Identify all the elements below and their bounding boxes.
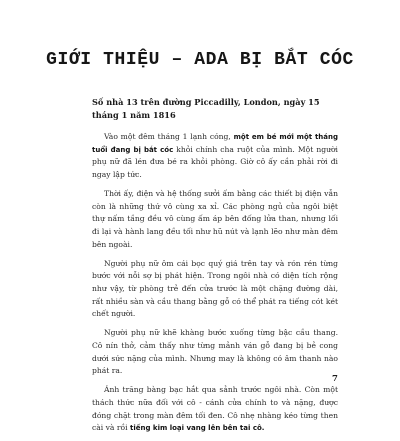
paragraph-text: Người phụ nữ khẽ khàng bước xuống từng bậc cầu thang. Cô nín thở, cảm thấy như từng mảnh ván gỗ đang bị bẻ cong dưới sức nặng của mình. Nhưng may là không có âm thanh nào phát ra. — [92, 328, 338, 376]
paragraph-text: Thời ấy, điện và hệ thống sưởi ấm bằng các thiết bị điện vẫn còn là những thứ vô cùng xa xỉ. Các phòng ngủ của ngôi biệt thự nấm tầng đều vô cùng ấm áp bên đống lửa than, nhưng lối đi lại và hành lang đều tối như hũ nút và lạnh lẽo như màn đêm bên ngoài. — [92, 189, 338, 249]
body-text — [92, 131, 338, 441]
highlighted-text: tiếng kim loại vang lên bên tai cô. — [129, 424, 265, 433]
paragraph-3 — [92, 258, 338, 321]
paragraph-text: Ánh trăng bàng bạc hắt qua sảnh trước ngôi nhà. Còn một thách thức nữa đối với cô - cánh cửa chính to và nặng, được đóng chặt trong màn đêm tối đen. Cô nhẹ nhàng kéo từng then cài và rồi — [92, 385, 338, 433]
paragraph-text: khỏi chính cha ruột của mình. Một người phụ nữ đã lén đưa bé ra khỏi phòng. Giờ cô ấy cần phải rời đi ngay lập tức. — [92, 144, 338, 179]
paragraph-4 — [92, 327, 338, 378]
page-number: 7 — [332, 374, 338, 384]
paragraph-5 — [92, 384, 338, 435]
highlighted-text: một em bé mới một tháng tuổi đang bị bắt cóc — [92, 133, 338, 154]
paragraph-2 — [92, 188, 338, 251]
chapter-title: GIỚI THIỆU – ADA BỊ BẮT CÓC — [46, 50, 354, 70]
paragraph-1 — [92, 131, 338, 182]
chapter-dateline: Số nhà 13 trên đường Piccadilly, London, ngày 15 tháng 1 năm 1816 — [92, 97, 320, 120]
paragraph-text: Vào một đêm tháng 1 lạnh cóng, — [104, 132, 234, 141]
paragraph-text: Người phụ nữ ôm cái bọc quý giá trên tay và rón rén từng bước với nỗi sợ bị phát hiện. Trong ngôi nhà có diện tích rộng như vậy, từ phòng trẻ đến cửa trước là một chặng đường dài, rất nhiều sàn và cầu thang bằng gỗ có thể phát ra tiếng cót két chết người. — [92, 258, 338, 319]
